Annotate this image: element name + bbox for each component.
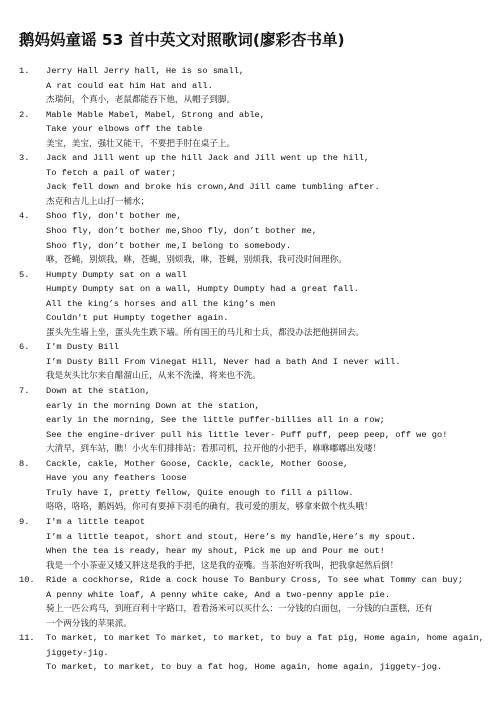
lyric-line-english: jiggety-jig. (46, 647, 109, 658)
lyric-line-english: Jack fell down and broke his crown,And Jill came tumbling after. (46, 182, 380, 193)
lyric-line-english: Down at the station, (46, 386, 151, 397)
lyric-line-chinese: 我是一个小茶壶又矮又胖这是我的手把，这是我的壶嘴。当茶泡好听我叫，把我拿起然后倒！ (46, 560, 399, 571)
lyric-line-english: When the tea is ready, hear my shout, Pick me up and Pour me out! (46, 546, 385, 557)
song-item (0, 340, 500, 384)
song-number: 3. (19, 153, 30, 164)
song-item (0, 209, 500, 267)
lyric-line-english: To market, to market, to buy a fat hog, Home again, home again, jiggety-jog. (46, 662, 443, 673)
lyric-line-english: All the king’s horses and all the king’s men (46, 298, 276, 309)
song-item (0, 108, 500, 152)
lyric-line-english: Have you any feathers loose (46, 473, 187, 484)
lyric-line-english: Truly have I, pretty fellow, Quite enough to fill a pillow. (46, 487, 354, 498)
lyric-line-english: I’m Dusty Bill From Vinegat Hill, Never had a bath And I never will. (46, 356, 401, 367)
song-number: 5. (19, 269, 30, 280)
song-number: 2. (19, 109, 30, 120)
song-item (0, 457, 500, 515)
lyric-line-english: Humpty Dumpty sat on a wall (46, 269, 187, 280)
lyric-line-english: Jerry Hall Jerry hall, He is so small, (46, 66, 245, 76)
lyric-line-english: I'm a little teapot (46, 516, 146, 527)
song-item (0, 384, 500, 457)
lyric-line-chinese: 蛋头先生墙上坐，蛋头先生跌下墙。所有国王的马儿和士兵，都没办法把他拼回去。 (46, 327, 364, 338)
lyric-line-english: Shoo fly, don’t bother me,I belong to somebody. (46, 240, 292, 251)
document-title: 鹅妈妈童谣 53 首中英文对照歌词(廖彩杏书单) (19, 31, 345, 49)
lyric-line-english: To fetch a pail of water; (46, 167, 177, 178)
song-item (0, 631, 500, 675)
song-number: 4. (19, 211, 30, 222)
lyric-line-english: early in the morning Down at the station, (46, 400, 260, 411)
lyric-line-english: I'm Dusty Bill (46, 342, 119, 353)
song-item (0, 268, 500, 341)
lyric-line-english: early in the morning, See the little puffer-billies all in a row; (46, 415, 385, 426)
lyric-line-english: Humpty Dumpty sat on a wall, Humpty Dumpty had a great fall. (46, 284, 359, 295)
song-number: 1. (19, 66, 30, 76)
lyric-line-english: Jack and Jill went up the hill Jack and Jill went up the hill, (46, 153, 370, 164)
song-item (0, 64, 500, 108)
song-number: 8. (19, 458, 30, 469)
lyric-line-chinese: 大清早，到车站，瞧！小火车们排排站；看那司机，拉开他的小把手，咻咻嘟嘟出发喽！ (46, 444, 382, 455)
song-number: 10. (19, 575, 35, 586)
lyric-line-chinese: 骑上一匹公鸡马，到班百利十字路口，看看汤米可以买什么：一分钱的白面包，一分钱的白蛋糕，还有 (46, 604, 433, 615)
lyric-line-chinese: 美宝，美宝，强壮又能干，不要把手肘在桌子上。 (46, 138, 236, 149)
lyric-line-english: A penny white loaf, A penny white cake, And a two-penny apple pie. (46, 589, 391, 600)
song-number: 11. (19, 633, 35, 644)
lyric-line-english: To market, to market To market, to market, to buy a fat pig, Home again, home again, (46, 633, 484, 644)
lyric-line-english: Mable Mable Mabel, Mabel, Strong and able, (46, 109, 265, 120)
song-number: 6. (19, 342, 30, 353)
lyric-line-chinese: 杰瑞何，个真小，老鼠都能吞下他，从帽子到脚。 (46, 95, 236, 106)
lyric-line-english: I’m a little teapot, short and stout, Here’s my handle,Here’s my spout. (46, 531, 417, 542)
lyric-line-chinese: 咻，苍蝇，别烦我，咻，苍蝇，别烦我，咻，苍蝇，别烦我，我可没时间理你。 (46, 255, 347, 266)
lyric-line-english: Shoo fly, don't bother me, (46, 211, 182, 222)
lyric-line-english: Shoo fly, don’t bother me,Shoo fly, don’t bother me, (46, 226, 318, 237)
lyric-line-english: Cackle, cakle, Mother Goose, Cackle, cackle, Mother Goose, (46, 458, 349, 469)
song-list (0, 64, 500, 675)
song-item (0, 515, 500, 573)
lyric-line-english: Take your elbows off the table (46, 124, 203, 135)
lyric-line-english: Ride a cockhorse, Ride a cock house To Banbury Cross, To see what Tommy can buy; (46, 575, 464, 586)
song-number: 9. (19, 516, 30, 527)
song-number: 7. (19, 386, 30, 397)
lyric-line-chinese: 我是灰头比尔来自醋溜山丘，从来不洗澡，将来也不洗。 (46, 371, 261, 382)
lyric-line-english: A rat could eat him Hat and all. (46, 80, 213, 91)
song-item (0, 151, 500, 209)
lyric-line-english: See the engine-driver pull his little lever- Puff puff, peep peep, off we go! (46, 429, 448, 440)
lyric-line-english: Couldn't put Humpty together again. (46, 313, 229, 324)
lyric-line-chinese: 一个两分钱的苹果派。 (46, 618, 132, 629)
song-item (0, 573, 500, 631)
lyric-line-chinese: 咯咯，咯咯，鹅妈妈，你可有要掉下羽毛的确有，我可爱的朋友，够拿来做个枕头哦！ (46, 502, 373, 513)
lyric-line-chinese: 杰克和吉儿上山打一桶水； (46, 196, 150, 207)
